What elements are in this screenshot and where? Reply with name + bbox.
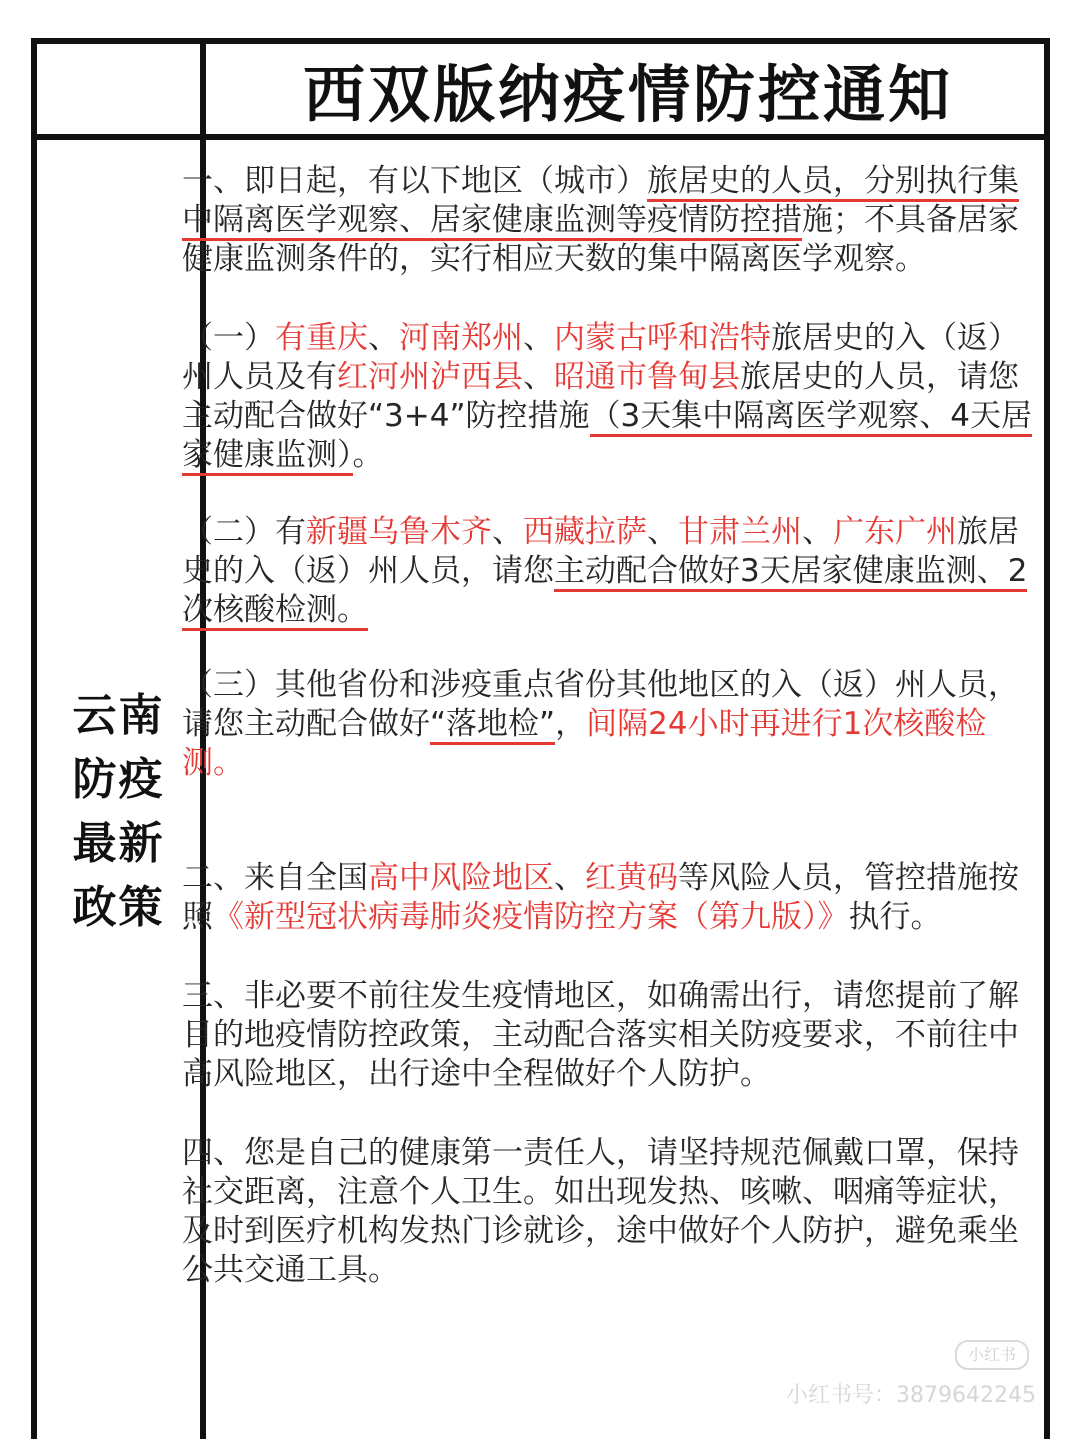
region-highlight: 红河州泸西县 bbox=[337, 359, 523, 395]
notice-frame bbox=[31, 38, 1050, 1439]
retest-highlight: 间隔24小时再进行1次核酸检测。 bbox=[182, 706, 987, 781]
region-highlight: 内蒙古呼和浩特 bbox=[554, 320, 771, 356]
section-3: 三、非必要不前往发生疫情地区，如确需出行，请您提前了解目的地疫情防控政策，主动配合落实相关防疫要求，不前往中高风险地区，出行途中全程做好个人防护。 bbox=[182, 978, 1019, 1092]
text: 二、来自全国 bbox=[182, 860, 368, 896]
text: 、 bbox=[492, 514, 523, 550]
watermark: 小红书号：3879642245 bbox=[786, 1383, 1036, 1408]
text: 、 bbox=[523, 359, 554, 395]
text: 、 bbox=[554, 860, 585, 896]
text: 、 bbox=[368, 320, 399, 356]
region-highlight: 河南郑州 bbox=[399, 320, 523, 356]
text: 。 bbox=[352, 437, 384, 473]
text: 、 bbox=[647, 514, 678, 550]
measure-underlined: （3天集中隔离医学观察、4天居家健康监测） bbox=[182, 398, 1032, 476]
text: 、 bbox=[523, 320, 554, 356]
section-2 bbox=[182, 859, 1032, 937]
item-2 bbox=[182, 513, 1032, 630]
region-highlight: 广东广州 bbox=[833, 514, 957, 550]
plan-title: 《新型冠状病毒肺炎疫情防控方案（第九版）》 bbox=[213, 899, 849, 935]
item-3 bbox=[182, 666, 1032, 783]
text: ， bbox=[555, 706, 587, 742]
risk-highlight: 高中风险地区 bbox=[368, 860, 554, 896]
side-label-line: 最新 bbox=[72, 818, 165, 869]
side-label bbox=[37, 684, 200, 940]
region-highlight: 有重庆 bbox=[275, 320, 368, 356]
horizontal-divider bbox=[37, 134, 1044, 140]
text: 旅居史的人员，请您主动配合做好“3+4”防控措施 bbox=[182, 359, 1019, 434]
text: 旅居史的入（返）州人员及有 bbox=[182, 320, 1019, 395]
side-label-line: 云南 bbox=[72, 690, 165, 741]
text: （二）有 bbox=[182, 514, 306, 550]
section-4: 四、您是自己的健康第一责任人，请坚持规范佩戴口罩，保持社交距离，注意个人卫生。如出现发热、咳嗽、咽痛等症状，及时到医疗机构发热门诊就诊，途中做好个人防护，避免乘坐公共交通工具。 bbox=[182, 1135, 1019, 1288]
text: （一） bbox=[182, 320, 275, 356]
side-label-line: 政策 bbox=[72, 882, 165, 933]
section-1 bbox=[182, 162, 1032, 279]
risk-highlight: 红黄码 bbox=[585, 860, 678, 896]
text: 执行。 bbox=[848, 899, 942, 935]
text: 等风险人员，管控措施按照 bbox=[182, 860, 1019, 935]
measure-underlined: 主动配合做好3天居家健康监测、2次核酸检测。 bbox=[182, 553, 1027, 631]
side-label-line: 防疫 bbox=[72, 754, 165, 805]
section-1-tail: 施；不具备居家健康监测条件的，实行相应天数的集中隔离医学观察。 bbox=[182, 202, 1019, 277]
region-highlight: 新疆乌鲁木齐 bbox=[306, 514, 492, 550]
item-1 bbox=[182, 319, 1032, 475]
section-1-underlined: 旅居史的人员，分别执行集中隔离医学观察、居家健康监测等疫情防控措 bbox=[182, 163, 1019, 241]
region-highlight: 昭通市鲁甸县 bbox=[554, 359, 740, 395]
page-title: 西双版纳疫情防控通知 bbox=[302, 57, 953, 131]
measure-underlined: “落地检” bbox=[430, 706, 555, 745]
region-highlight: 西藏拉萨 bbox=[523, 514, 647, 550]
text: 、 bbox=[802, 514, 833, 550]
watermark-badge: 小红书 bbox=[955, 1340, 1029, 1370]
text: （三）其他省份和涉疫重点省份其他地区的入（返）州人员，请您主动配合做好 bbox=[182, 667, 1019, 742]
notice-body bbox=[182, 162, 1032, 1290]
region-highlight: 甘肃兰州 bbox=[678, 514, 802, 550]
text: 旅居史的入（返）州人员，请您 bbox=[182, 514, 1019, 589]
section-1-lead: 一、即日起，有以下地区（城市） bbox=[182, 163, 647, 199]
